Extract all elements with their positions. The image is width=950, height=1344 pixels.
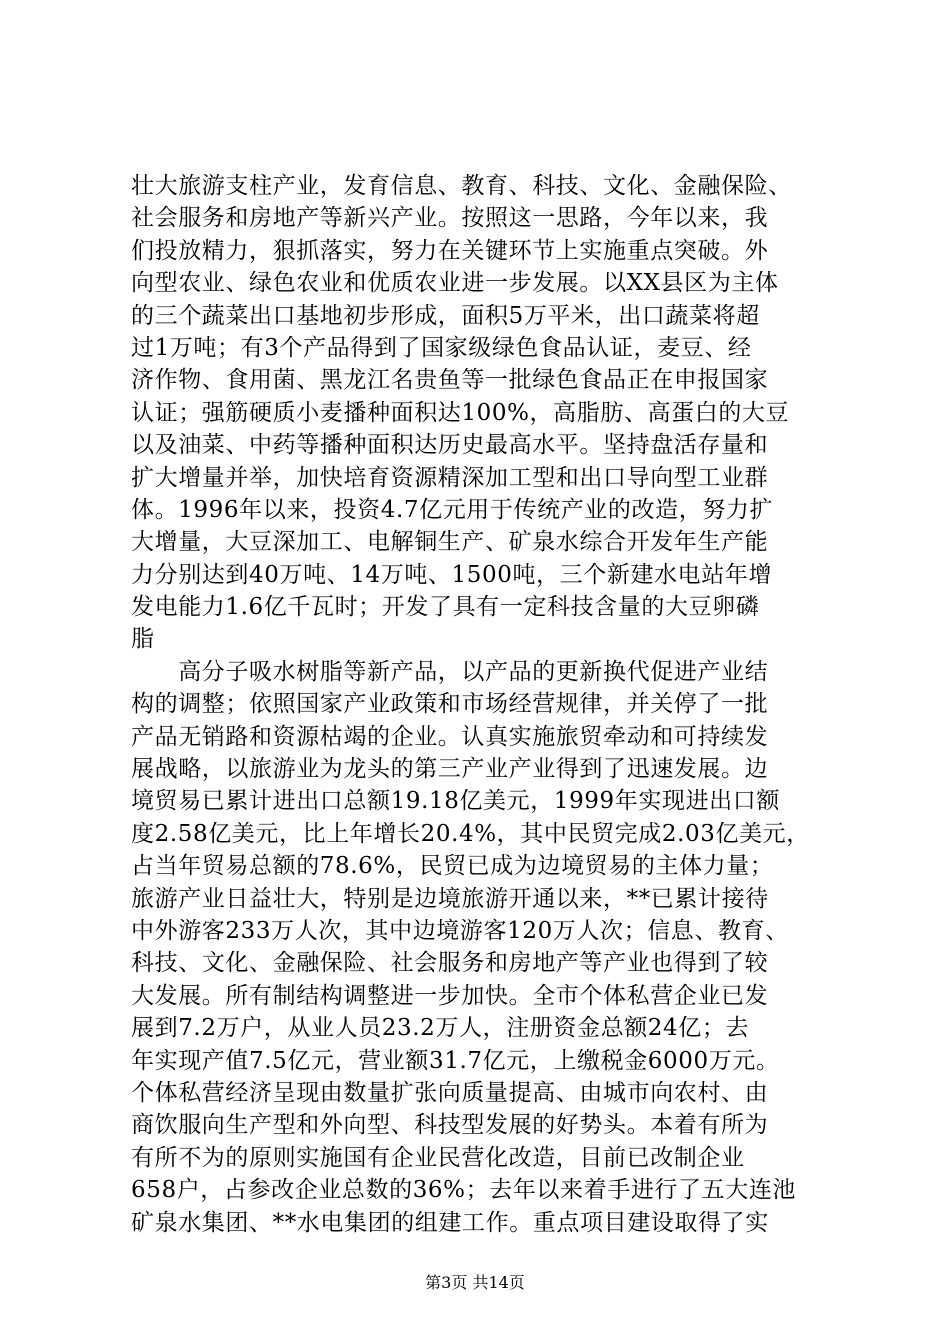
text-line: 境贸易已累计进出口总额19.18亿美元，1999年实现进出口额 [131,788,780,815]
text-line: 构的调整；依照国家产业政策和市场经营规律，并关停了一批 [131,691,769,718]
text-line: 济作物、食用菌、黑龙江名贵鱼等一批绿色食品正在申报国家 [131,367,769,394]
text-line: 中外游客233万人次，其中边境游客120万人次；信息、教育、 [131,917,789,944]
text-line: 社会服务和房地产等新兴产业。按照这一思路，今年以来，我 [131,205,769,232]
text-line: 展到7.2万户，从业人员23.2万人，注册资金总额24亿；去 [131,1015,750,1042]
text-line: 有所不为的原则实施国有企业民营化改造，目前已改制企业 [131,1144,745,1171]
page-number: 第3页 共14页 [425,1273,525,1292]
text-line: 过1万吨；有3个产品得到了国家级绿色食品认证，麦豆、经 [131,334,752,361]
text-line: 认证；强筋硬质小麦播种面积达100%，高脂肪、高蛋白的大豆 [131,399,790,426]
text-line: 的三个蔬菜出口基地初步形成，面积5万平米，出口蔬菜将超 [131,302,760,329]
text-line: 产品无销路和资源枯竭的企业。认真实施旅贸牵动和可持续发 [131,723,769,750]
text-line: 占当年贸易总额的78.6%，民贸已成为边境贸易的主体力量； [131,853,774,880]
text-line: 脂 [131,626,155,653]
text-line: 力分别达到40万吨、14万吨、1500吨，三个新建水电站年增 [131,561,773,588]
text-line: 发电能力1.6亿千瓦时；开发了具有一定科技含量的大豆卵磷 [131,594,760,621]
page-footer [0,1273,950,1293]
text-line: 大增量，大豆深加工、电解铜生产、矿泉水综合开发年生产能 [131,529,769,556]
text-line: 们投放精力，狠抓落实，努力在关键环节上实施重点突破。外 [131,237,769,264]
text-line: 度2.58亿美元，比上年增长20.4%，其中民贸完成2.03亿美元， [131,820,810,847]
document-body [131,170,831,1239]
text-line: 个体私营经济呈现由数量扩张向质量提高、由城市向农村、由 [131,1079,769,1106]
text-line: 展战略，以旅游业为龙头的第三产业产业得到了迅速发展。边 [131,756,769,783]
text-line: 向型农业、绿色农业和优质农业进一步发展。以XX县区为主体 [131,270,779,297]
text-line: 科技、文化、金融保险、社会服务和房地产等产业也得到了较 [131,950,769,977]
text-line: 高分子吸水树脂等新产品，以产品的更新换代促进产业结 [131,658,769,685]
text-line: 壮大旅游支柱产业，发育信息、教育、科技、文化、金融保险、 [131,173,792,199]
text-line: 658户，占参改企业总数的36%；去年以来着手进行了五大连池 [131,1177,797,1204]
text-line: 旅游产业日益壮大，特别是边境旅游开通以来，**已累计接待 [131,885,769,912]
text-line: 矿泉水集团、**水电集团的组建工作。重点项目建设取得了实 [131,1209,769,1236]
text-line: 扩大增量并举，加快培育资源精深加工型和出口导向型工业群 [131,464,769,491]
text-line: 体。1996年以来，投资4.7亿元用于传统产业的改造，努力扩 [131,496,774,523]
text-line: 大发展。所有制结构调整进一步加快。全市个体私营企业已发 [131,982,769,1009]
text-line: 以及油菜、中药等播种面积达历史最高水平。坚持盘活存量和 [131,432,769,459]
text-line: 年实现产值7.5亿元，营业额31.7亿元，上缴税金6000万元。 [131,1047,780,1074]
text-line: 商饮服向生产型和外向型、科技型发展的好势头。本着有所为 [131,1112,769,1139]
